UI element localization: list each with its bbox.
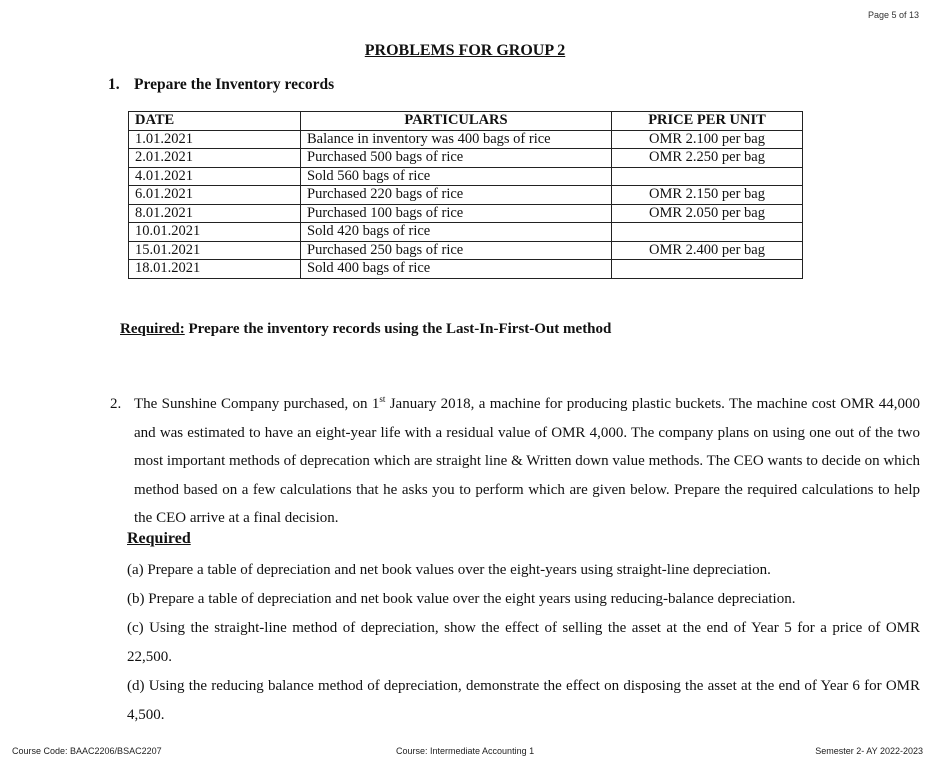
cell-particulars: Sold 400 bags of rice: [301, 260, 612, 279]
cell-price: OMR 2.050 per bag: [612, 204, 803, 223]
q2-text-part-1: The Sunshine Company purchased, on 1: [134, 396, 380, 412]
header-price-per-unit: PRICE PER UNIT: [612, 112, 803, 131]
question-1-heading: [108, 76, 334, 94]
question-2-paragraph: [134, 390, 920, 533]
cell-particulars: Purchased 100 bags of rice: [301, 204, 612, 223]
question-1-heading-text: Prepare the Inventory records: [134, 76, 335, 93]
table-row: [129, 223, 803, 242]
required-item-a: (a) Prepare a table of depreciation and net book values over the eight-years using straight-line depreciation.: [127, 562, 771, 578]
required-item-b: (b) Prepare a table of depreciation and net book value over the eight years using reducing-balance depreciation.: [127, 591, 796, 607]
cell-date: 10.01.2021: [129, 223, 301, 242]
header-date: DATE: [129, 112, 301, 131]
question-2-required-list: [127, 556, 920, 730]
required-item-c: (c) Using the straight-line method of depreciation, show the effect of selling the asset at the end of Year 5 for a price of OMR 22,500.: [127, 620, 920, 665]
cell-particulars: Sold 420 bags of rice: [301, 223, 612, 242]
table-row: [129, 149, 803, 168]
table-row: [129, 186, 803, 205]
footer-course-code: Course Code: BAAC2206/BSAC2207: [12, 746, 162, 756]
cell-price: [612, 167, 803, 186]
q2-superscript: st: [379, 394, 386, 404]
inventory-table-header-row: [129, 112, 803, 131]
question-1-number: 1.: [108, 76, 120, 93]
table-row: [129, 130, 803, 149]
footer-semester: Semester 2- AY 2022-2023: [815, 746, 923, 756]
cell-date: 15.01.2021: [129, 241, 301, 260]
cell-price: OMR 2.250 per bag: [612, 149, 803, 168]
cell-price: OMR 2.400 per bag: [612, 241, 803, 260]
question-2-number: 2.: [110, 396, 122, 412]
table-row: [129, 167, 803, 186]
required-item-d: (d) Using the reducing balance method of depreciation, demonstrate the effect on disposing the asset at the end of Year 6 for OMR 4,500.: [127, 678, 920, 723]
cell-price: OMR 2.150 per bag: [612, 186, 803, 205]
page-title: PROBLEMS FOR GROUP 2: [364, 42, 566, 59]
table-row: [129, 241, 803, 260]
cell-date: 1.01.2021: [129, 130, 301, 149]
table-row: [129, 204, 803, 223]
cell-particulars: Purchased 220 bags of rice: [301, 186, 612, 205]
question-2: [110, 390, 920, 533]
header-particulars: PARTICULARS: [301, 112, 612, 131]
question-2-required-heading: Required: [127, 530, 191, 547]
footer-course-name: Course: Intermediate Accounting 1: [396, 746, 535, 756]
table-row: [129, 260, 803, 279]
question-1-required: [120, 321, 611, 338]
cell-price: [612, 260, 803, 279]
required-label: Required:: [120, 321, 185, 337]
cell-particulars: Purchased 500 bags of rice: [301, 149, 612, 168]
cell-date: 2.01.2021: [129, 149, 301, 168]
cell-particulars: Purchased 250 bags of rice: [301, 241, 612, 260]
q2-text-part-2: January 2018, a machine for producing plastic buckets. The machine cost OMR 44,000 and was estimated to have an eight-year life with a residual value of OMR 4,000. The company plans on using one out of the two most important methods of deprecation which are straight line & Written down value methods. The CEO wants to decide on which method based on a few calculations that he asks you to perform which are given below. Prepare the required calculations to help the CEO arrive at a final decision.: [134, 396, 920, 526]
page-number: Page 5 of 13: [867, 10, 919, 20]
cell-particulars: Balance in inventory was 400 bags of rice: [301, 130, 612, 149]
cell-particulars: Sold 560 bags of rice: [301, 167, 612, 186]
cell-date: 4.01.2021: [129, 167, 301, 186]
cell-date: 6.01.2021: [129, 186, 301, 205]
cell-date: 8.01.2021: [129, 204, 301, 223]
cell-price: [612, 223, 803, 242]
required-text: Prepare the inventory records using the Last-In-First-Out method: [184, 321, 612, 337]
cell-price: OMR 2.100 per bag: [612, 130, 803, 149]
cell-date: 18.01.2021: [129, 260, 301, 279]
inventory-table: [128, 111, 803, 279]
